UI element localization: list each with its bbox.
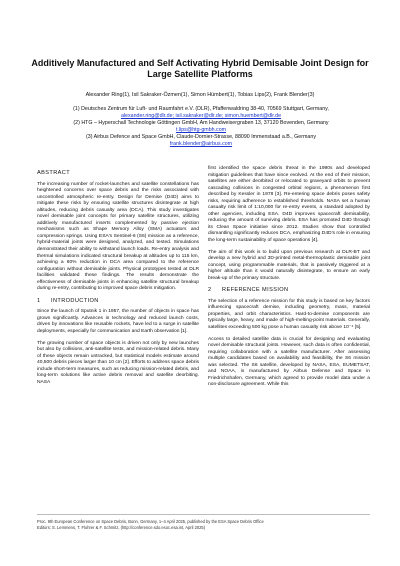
section-1-heading: [37, 298, 199, 305]
section-2-title: REFERENCE MISSION: [222, 287, 289, 294]
abstract-text: The increasing number of rocket-launches and satellite constellations has heightened concerns over space debris and the risks associated with uncontrolled atmospheric re-entry. Design for Demise (D4D) aims to mitigate these risks by ensuring satellite structures disintegrate at high altitudes, reducing debris casualty area (DCA). This study investigates novel demisable joint concepts for primary satellite structures, utilizing additively manufactured inserts complemented by passive ejection mechanisms such as Shape Memory Alloy (SMA) actuators and compression springs. Using ESA's Sentinel-6 (S6) mission as a reference, hybrid-material joints were designed, analyzed, and tested. Simulations demonstrated their ability to withstand launch loads. Re-entry analysis and thermal simulations indicated structural breakup at altitudes up to 115 km, achieving a 60% reduction in DCA area compared to the reference configuration without demisable joints. Physical prototypes tested at DLR facilities validated these findings. The results demonstrate the effectiveness of demisable joints in enhancing satellite structural breakup during re-entry, contributing to improved space debris mitigation.: [37, 181, 199, 292]
paper-title: Additively Manufactured and Self Activating Hybrid Demisable Joint Design for Large Satellite Platforms: [31, 58, 369, 79]
footer-line-1: Proc. 9th European Conference on Space Debris, Bonn, Germany, 1–4 April 2025, published by the ESA Space Debris Office: [37, 519, 264, 524]
intro-paragraph-3: first identified the space debris threat in the 1990s and developed mitigation guidelines that have since evolved. At the end of their mission, satellites are either deorbited or relocated to graveyard orbits to prevent cascading collisions in congested orbital regions, a phenomenon first described by Kessler in 1978 [3]. Re-entering space debris poses safety risks, requiring adherence to established thresholds. NASA set a human casualty risk limit of 1:10,000 for re-entry events, a standard adopted by other agencies, including ESA. D4D improves spacecraft demisability, reducing the amount of surviving debris. ESA has promoted D4D through its Clean Space initiative since 2012. Studies show that controlled dismantling significantly reduces DCA, emphasizing D4D's role in ensuring the long-term sustainability of space operations [4].: [208, 166, 370, 244]
footer-divider: [37, 514, 370, 515]
footer: [37, 519, 370, 531]
left-column: [37, 170, 199, 391]
intro-paragraph-1: Since the launch of Sputnik 1 in 1957, the number of objects in space has grown significantly. Advances in technology and reduced launch costs, driven by innovations like reusable rockets, have led to a surge in satellite deployments, especially for communication and Earth observation [1].: [37, 309, 199, 335]
section-2-heading: [208, 287, 370, 294]
section-1-number: 1: [37, 297, 41, 304]
right-column: [208, 166, 370, 394]
footer-line-2: Editors: S. Lemmens, T. Flohrer & F. Schmitz, (http://conference.sdo.esoc.esa.int, April 2025): [37, 524, 206, 530]
intro-paragraph-2: The growing number of space objects is driven not only by new launches but also by collisions, anti-satellite tests, and mission-related debris. Many of these objects remain untracked, but statistical models estimate around 40,500 debris pieces larger than 10 cm [2]. Efforts to address space debris include short-term measures, such as reducing mission-related debris, and long-term solutions like active debris removal and satellite deorbiting. NASA: [37, 340, 199, 385]
affiliation-1: (1) Deutsches Zentrum für Luft- und Raumfahrt e.V. (DLR), Pfaffenwaldring 38-40, 70569 Stuttgart, Germany,: [73, 106, 329, 112]
affiliations: [20, 106, 382, 147]
section-2-paragraph-1: The selection of a reference mission for this study is based on key factors influencing spacecraft demise, including geometry, mass, material properties, and orbit characteristics. Hard-to-demise components are typically large, heavy, and made of high-melting-point materials. Generally, satellites exceeding 500 kg pose a human casualty risk above 10⁻⁴ [5].: [208, 298, 370, 331]
intro-paragraph-4: The aim of this work is to build upon previous research at DLR-BT and develop a new hybrid and 3D-printed metal-thermoplastic demisable joint concept, using programmable materials, that is passively triggered at a higher altitude than it would naturally disintegrate, to ensure an early break-up of the primary structure.: [208, 249, 370, 281]
section-2-paragraph-2: Access to detailed satellite data is crucial for designing and evaluating novel demisable structural joints. However, such data is often confidential, requiring collaboration with a satellite manufacturer. After assessing multiple candidates based on availability and feasibility, the S6 mission was selected. The S6 satellite, developed by NASA, ESA, EUMETSAT, and NOAA, is manufactured by Airbus Defense and Space in Friedrichshafen, Germany, which agreed to provide model data under a non-disclosure agreement. While this: [208, 336, 370, 388]
section-2-number: 2: [208, 287, 212, 294]
affiliation-1-emails[interactable]: alexander.ring@dlr.de; isil.sakraker@dlr.de; simon.huembert@dlr.de: [120, 112, 282, 119]
affiliation-3: (3) Airbus Defence and Space GmbH, Claude-Dornier-Strasse, 88090 Immenstaad a.B., Germany: [86, 133, 316, 140]
affiliation-3-emails[interactable]: frank.blender@airbus.com: [169, 140, 233, 147]
section-1-title: INTRODUCTION: [51, 297, 99, 304]
abstract-heading: ABSTRACT: [37, 170, 71, 176]
affiliation-2: (2) HTG – Hyperschall Technologie Göttingen GmbH, Am Handweisergraben 13, 37120 Bovenden, Germany: [73, 119, 329, 126]
affiliation-2-emails[interactable]: t.lips@htg-gmbh.com: [175, 126, 227, 133]
author-list: Alexander Ring(1), Isil Sakraker-Özmen(1), Simon Hümbert(1), Tobias Lips(2), Frank Blender(3): [85, 92, 315, 98]
